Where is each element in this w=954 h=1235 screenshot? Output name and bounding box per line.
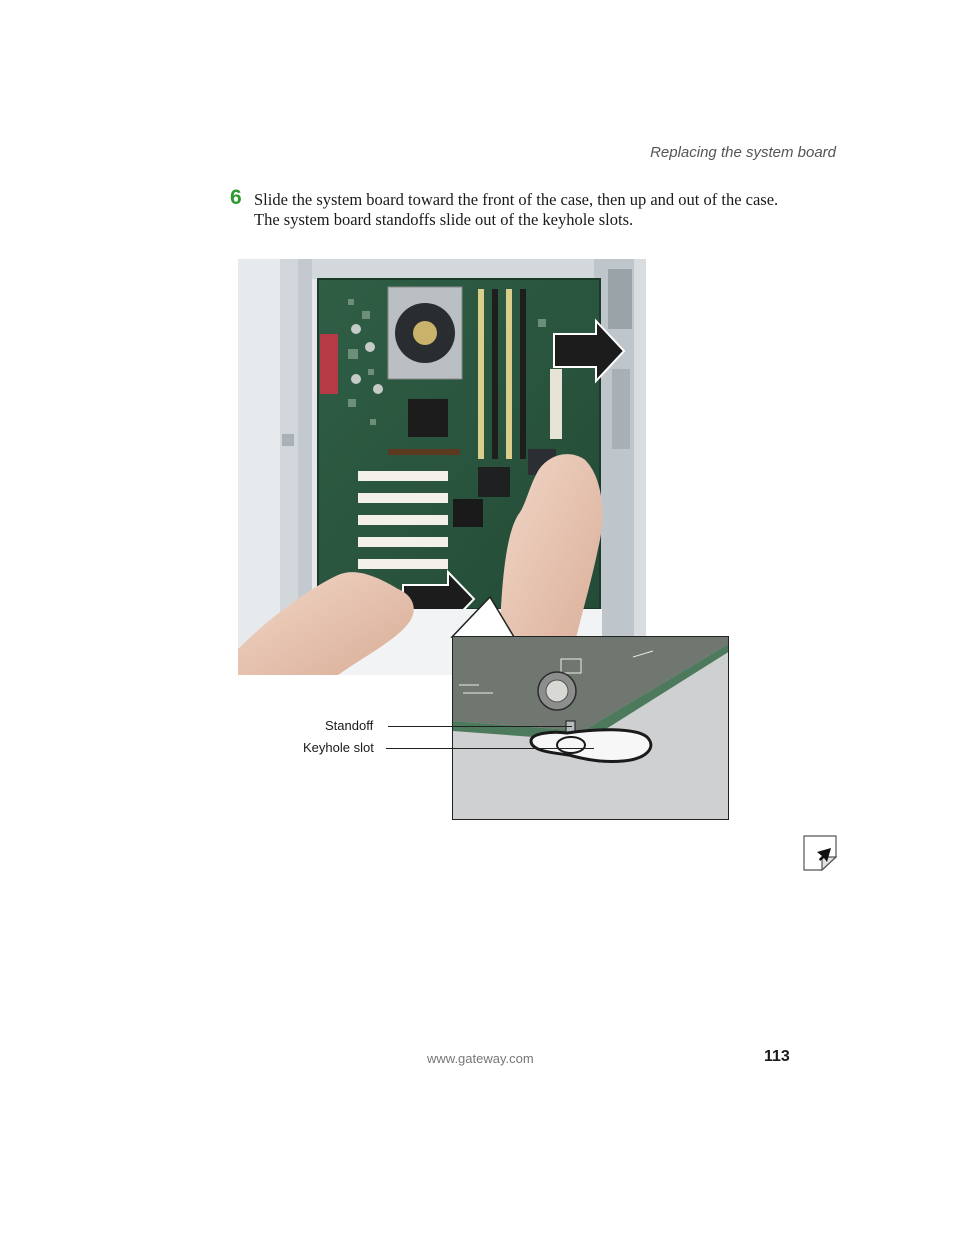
keyhole-closeup-inset [452, 636, 729, 820]
page-number: 113 [764, 1048, 790, 1065]
continued-page-corner-icon [803, 835, 837, 871]
step-number: 6 [230, 186, 242, 209]
system-board-removal-photo [238, 259, 646, 675]
standoff-label: Standoff [325, 718, 374, 733]
footer-url: www.gateway.com [427, 1051, 534, 1066]
keyhole-slot-leader-line [386, 748, 594, 749]
keyhole-slot-label: Keyhole slot [303, 740, 374, 755]
standoff-leader-line [388, 726, 572, 727]
step-instruction-text: Slide the system board toward the front of the case, then up and out of the case. The system board standoffs slide out of the keyhole slots. [254, 190, 779, 229]
running-header: Replacing the system board [650, 144, 836, 161]
